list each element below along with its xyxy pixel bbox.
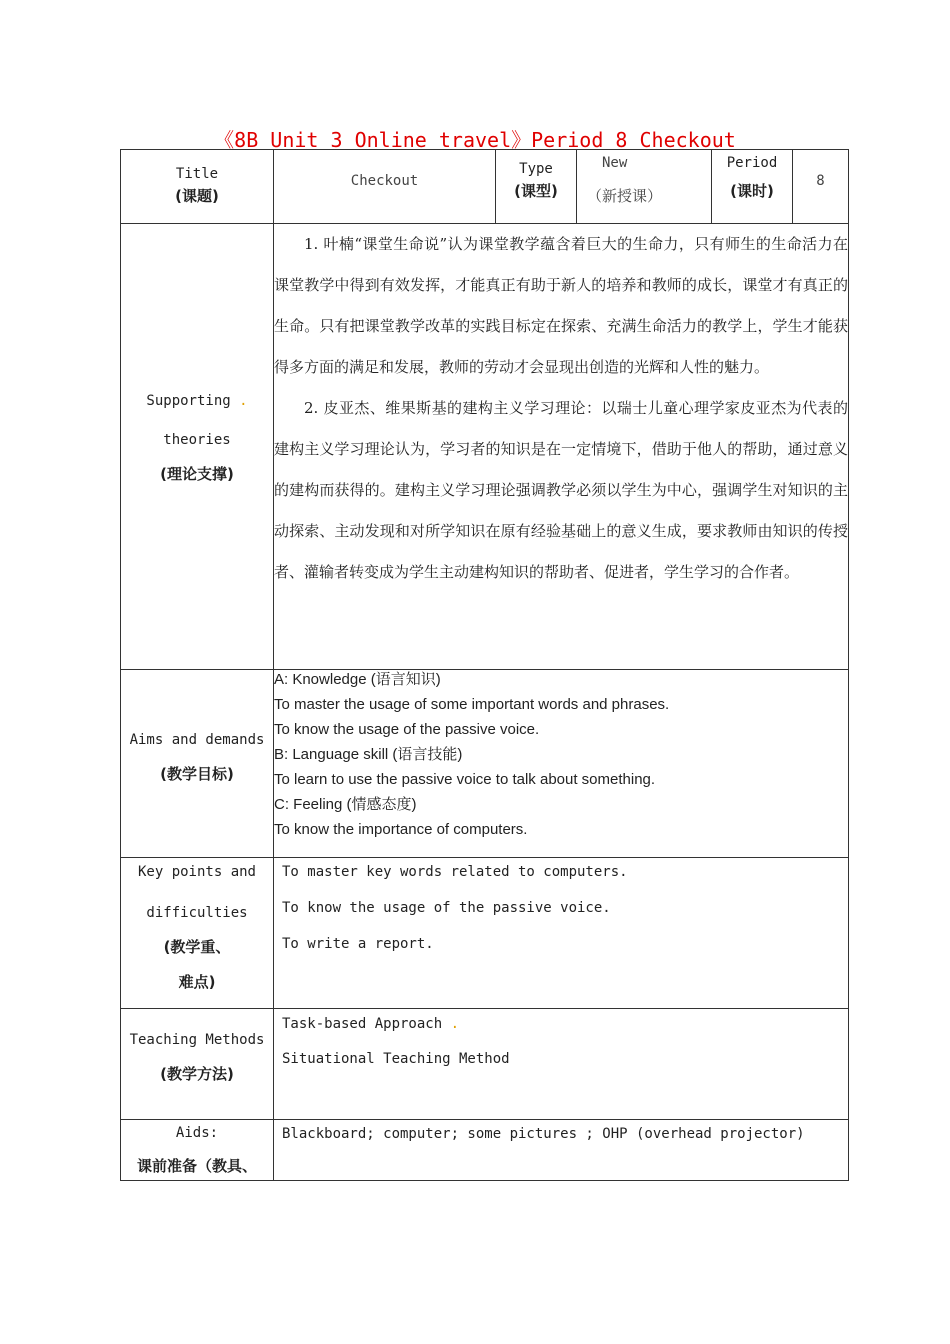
key-points-content: [274, 858, 849, 1009]
key-points-label-2: difficulties: [146, 905, 248, 921]
methods-label-cn: (教学方法): [160, 1065, 234, 1083]
methods-row: [121, 1009, 849, 1120]
type-value-cell: [577, 150, 712, 224]
aims-line: B: Language skill (语言技能): [274, 746, 463, 763]
period-value-cell: [793, 150, 849, 224]
supporting-label-cell: [121, 224, 274, 670]
key-points-line: To write a report.: [282, 936, 434, 952]
header-row: [121, 150, 849, 224]
methods-line: Task-based Approach .: [282, 1016, 460, 1032]
type-label-cell: [496, 150, 577, 224]
methods-label-cell: [121, 1009, 274, 1120]
aids-row: [121, 1120, 849, 1181]
aids-label-cn: 课前准备（教具、: [136, 1157, 257, 1175]
key-points-row: [121, 858, 849, 1009]
aims-label: Aims and demands: [129, 732, 265, 748]
aids-content: Blackboard; computer; some pictures ; OHP (overhead projector): [274, 1120, 849, 1181]
aims-line: To know the usage of the passive voice.: [274, 721, 540, 738]
type-label-cn: (课型): [514, 182, 558, 200]
lesson-plan-table: [120, 149, 849, 1181]
period-label-cn: (课时): [730, 182, 774, 200]
supporting-label-cn: (理论支撑): [160, 465, 234, 483]
type-value-cn: （新授课）: [587, 187, 663, 205]
supporting-paragraph-2: 2. 皮亚杰、维果斯基的建构主义学习理论：以瑞士儿童心理学家皮亚杰为代表的建构主义学习理论认为，学习者的知识是在一定情境下，借助于他人的帮助，通过意义的建构而获得的。建构主义学习理论强调教学必须以学生为中心，强调学生对知识的主动探索、主动发现和对所学知识在原有经验基础上的意义生成，要求教师由知识的传授者、灌输者转变成为学生主动建构知识的帮助者、促进者，学生学习的合作者。: [274, 399, 848, 581]
aims-row: [121, 670, 849, 858]
aims-line: C: Feeling (情感态度): [274, 796, 417, 813]
methods-content: [274, 1009, 849, 1120]
key-points-label-cn-1: (教学重、: [163, 938, 231, 956]
aims-line: A: Knowledge (语言知识): [274, 671, 441, 688]
title-value: Checkout: [350, 173, 419, 189]
key-points-label-cn-2: 难点): [178, 973, 216, 991]
aims-line: To master the usage of some important words and phrases.: [274, 696, 670, 713]
aims-content: [274, 670, 849, 858]
supporting-row: [121, 224, 849, 670]
supporting-label-2: theories: [163, 432, 231, 448]
type-label: Type: [519, 161, 553, 177]
aids-label-cell: [121, 1120, 274, 1181]
supporting-label-1: Supporting .: [146, 393, 248, 409]
supporting-content: [274, 224, 849, 670]
methods-line: Situational Teaching Method: [282, 1051, 510, 1067]
title-value-cell: [274, 150, 496, 224]
key-points-line: To know the usage of the passive voice.: [282, 900, 611, 916]
key-points-line: To master key words related to computers.: [282, 864, 628, 880]
title-label: Title: [175, 166, 219, 182]
aims-line: To learn to use the passive voice to talk about something.: [274, 771, 656, 788]
key-points-label-cell: [121, 858, 274, 1009]
period-label-cell: [712, 150, 793, 224]
title-label-cell: [121, 150, 274, 224]
supporting-paragraph-1: 1. 叶楠“课堂生命说”认为课堂教学蕴含着巨大的生命力，只有师生的生命活力在课堂教学中得到有效发挥，才能真正有助于新人的培养和教师的成长，课堂才有真正的生命。只有把课堂教学改革的实践目标定在探索、充满生命活力的教学上，学生才能获得多方面的满足和发展，教师的劳动才会显现出创造的光辉和人性的魅力。: [274, 235, 848, 376]
methods-label: Teaching Methods: [129, 1032, 265, 1048]
aims-label-cell: [121, 670, 274, 858]
document-title: 《8B Unit 3 Online travel》Period 8 Checkout: [214, 128, 736, 152]
period-value: 8: [816, 173, 825, 189]
title-label-cn: (课题): [175, 187, 219, 205]
type-value: New: [602, 155, 628, 171]
key-points-label-1: Key points and: [137, 864, 256, 880]
aims-line: To know the importance of computers.: [274, 821, 528, 838]
aims-label-cn: (教学目标): [160, 765, 234, 783]
aids-label: Aids:: [175, 1125, 219, 1141]
period-label: Period: [726, 155, 778, 171]
